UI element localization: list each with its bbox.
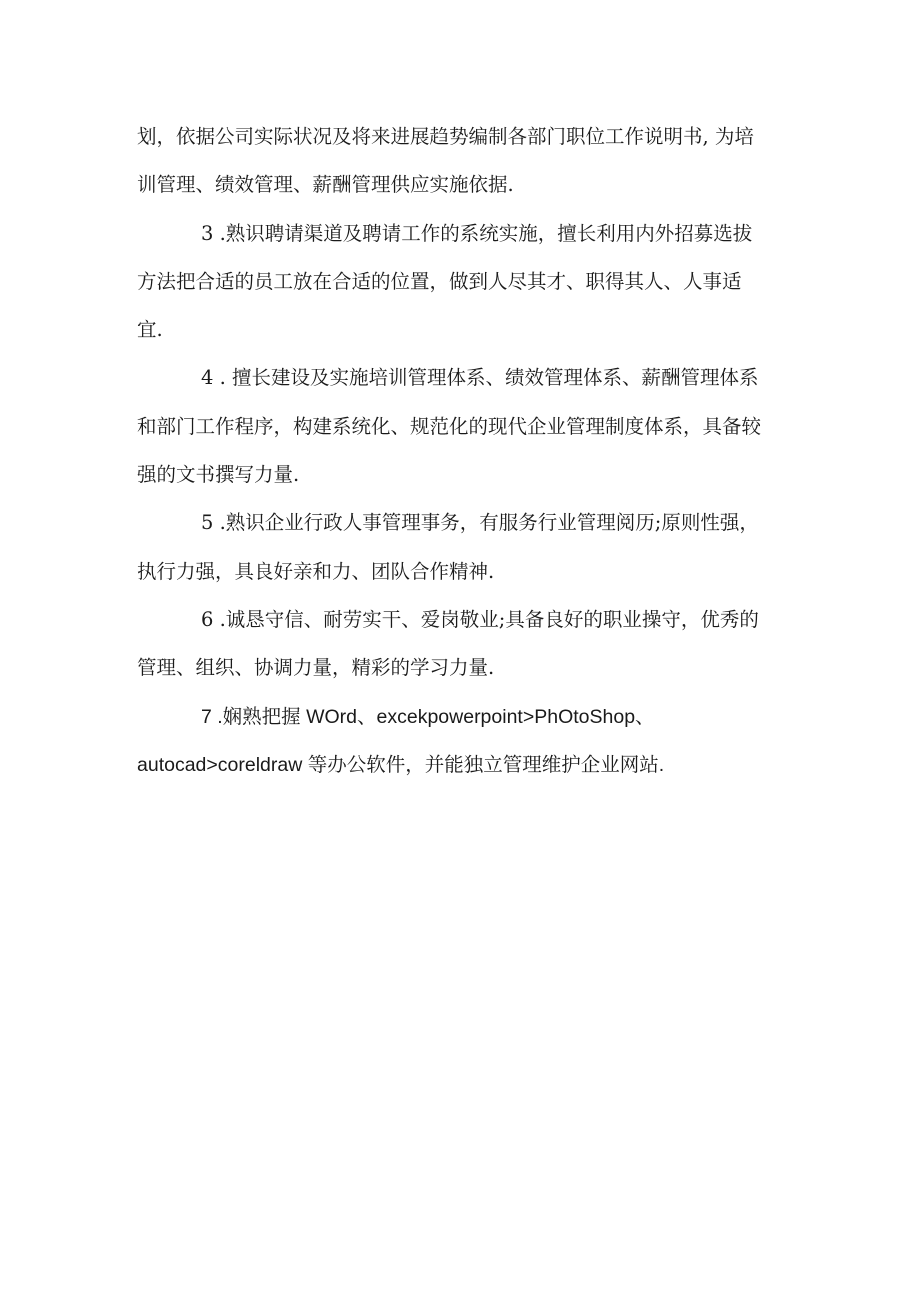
document-body [137, 118, 797, 794]
text-line: 方法把合适的员工放在合适的位置，做到人尽其才、职得其人、人事适 [137, 269, 742, 293]
paragraph-item-6 [137, 601, 797, 698]
text-line: 7 .娴熟把握 WOrd、excekpowerpoint>PhOtoShop、 [201, 705, 655, 728]
paragraph-item-7 [137, 698, 797, 795]
text-line: 训管理、绩效管理、薪酬管理供应实施依据. [137, 173, 514, 197]
text-line: autocad>coreldraw 等办公软件，并能独立管理维护企业网站. [137, 753, 665, 776]
text-line: 执行力强，具良好亲和力、团队合作精神. [137, 559, 495, 583]
text-line: 3 .熟识聘请渠道及聘请工作的系统实施，擅长利用内外招募选拔 [201, 221, 753, 245]
text-line: 管理、组织、协调力量，精彩的学习力量. [137, 656, 495, 680]
text-line: 和部门工作程序，构建系统化、规范化的现代企业管理制度体系，具备较 [137, 414, 762, 438]
paragraph-item-5 [137, 504, 797, 601]
text-line: 6 .诚恳守信、耐劳实干、爱岗敬业;具备良好的职业操守，优秀的 [201, 607, 759, 631]
text-line: 强的文书撰写力量. [137, 463, 300, 487]
text-line: 宜. [137, 318, 163, 342]
text-line: 划，依据公司实际状况及将来进展趋势编制各部门职位工作说明书, 为培 [137, 125, 754, 148]
paragraph-continuation [137, 118, 797, 215]
paragraph-item-4 [137, 359, 797, 504]
text-line: 5 .熟识企业行政人事管理事务，有服务行业管理阅历;原则性强， [201, 511, 759, 535]
text-line: 4 . 擅长建设及实施培训管理体系、绩效管理体系、薪酬管理体系 [201, 366, 759, 390]
paragraph-item-3 [137, 215, 797, 360]
